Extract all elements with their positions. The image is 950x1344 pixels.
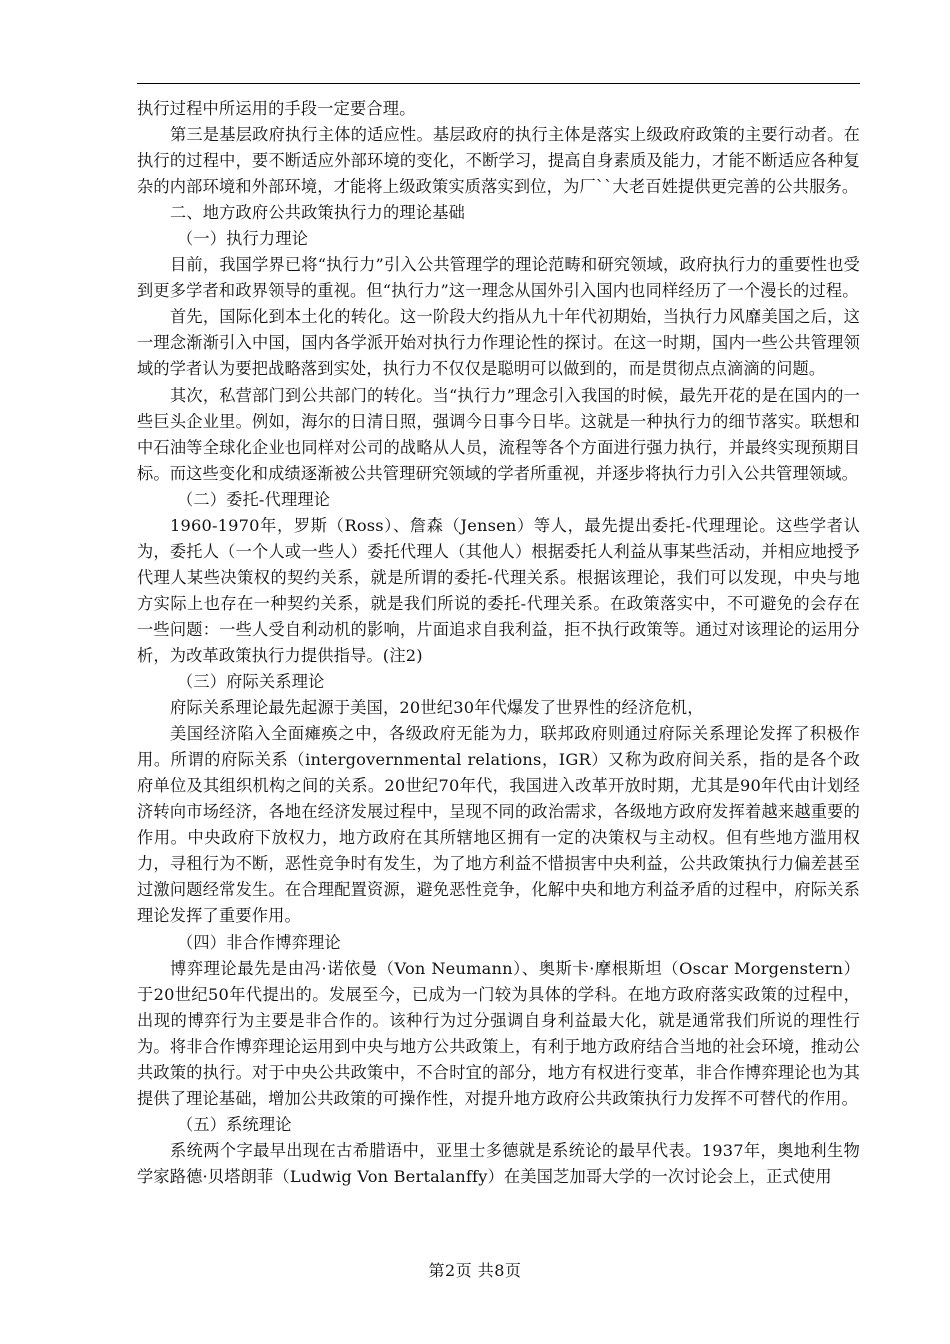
paragraph: 博弈理论最先是由冯·诺依曼（Von Neumann）、奥斯卡·摩根斯坦（Oscar Morgenstern）于20世纪50年代提出的。发展至今，已成为一门较为具体的学科。在地方政府落实政策的过程中，出现的博弈行为主要是非合作的。该种行为过分强调自身利益最大化，就是通常我们所说的理性行为。将非合作博弈理论运用到中央与地方公共政策上，有利于地方政府结合当地的社会环境，推动公共政策的执行。对于中央公共政策中，不合时宜的部分，地方有权进行变革，非合作博弈理论也为其提供了理论基础，增加公共政策的可操作性，对提升地方政府公共政策执行力发挥不可替代的作用。: [137, 958, 860, 1108]
subsection-heading: （四）非合作博弈理论: [177, 932, 341, 952]
header-rule: [137, 83, 860, 84]
subsection-heading: （五）系统理论: [177, 1114, 292, 1134]
paragraph: 美国经济陷入全面瘫痪之中，各级政府无能为力，联邦政府则通过府际关系理论发挥了积极作用。所谓的府际关系（intergovernmental relations，IGR）又称为政府间关系，指的是各个政府单位及其组织机构之间的关系。20世纪70年代，我国进入改革开放时期，尤其是90年代由计划经济转向市场经济，各地在经济发展过程中，呈现不同的政治需求，各级地方政府发挥着越来越重要的作用。中央政府下放权力，地方政府在其所辖地区拥有一定的决策权与主动权。但有些地方滥用权力，寻租行为不断，恶性竞争时有发生，为了地方利益不惜损害中央利益，公共政策执行力偏差甚至过激问题经常发生。在合理配置资源，避免恶性竞争，化解中央和地方利益矛盾的过程中，府际关系理论发挥了重要作用。: [137, 724, 860, 926]
paragraph: 府际关系理论最先起源于美国，20世纪30年代爆发了世界性的经济危机，: [170, 698, 704, 718]
paragraph-continuation: 执行过程中所运用的手段一定要合理。: [137, 99, 416, 118]
paragraph: 目前，我国学界已将“执行力”引入公共管理学的理论范畴和研究领域，政府执行力的重要性也受到更多学者和政界领导的重视。但“执行力”这一理念从国外引入国内也同样经历了一个漫长的过程。: [137, 255, 860, 301]
paragraph: 其次，私营部门到公共部门的转化。当“执行力”理念引入我国的时候，最先开花的是在国内的一些巨头企业里。例如，海尔的日清日照，强调今日事今日毕。这就是一种执行力的细节落实。联想和中石油等全球化企业也同样对公司的战略从人员，流程等各个方面进行强力执行，并最终实现预期目标。而这些变化和成绩逐渐被公共管理研究领域的学者所重视，并逐步将执行力引入公共管理领域。: [137, 385, 860, 483]
paragraph: 首先，国际化到本土化的转化。这一阶段大约指从九十年代初期始，当执行力风靡美国之后，这一理念渐渐引入中国，国内各学派开始对执行力作理论性的探讨。在这一时期，国内一些公共管理领域的学者认为要把战略落到实处，执行力不仅仅是聪明可以做到的，而是贯彻点点滴滴的问题。: [137, 307, 860, 379]
paragraph: 系统两个字最早出现在古希腊语中，亚里士多德就是系统论的最早代表。1937年，奥地利生物学家路德·贝塔朗菲（Ludwig Von Bertalanffy）在美国芝加哥大学的一次讨论会上，正式使用: [137, 1140, 860, 1186]
section-heading: 二、地方政府公共政策执行力的理论基础: [170, 203, 465, 223]
paragraph: 第三是基层政府执行主体的适应性。基层政府的执行主体是落实上级政府政策的主要行动者。在执行的过程中，要不断适应外部环境的变化，不断学习，提高自身素质及能力，才能不断适应各种复杂的内部环境和外部环境，才能将上级政策实质落实到位，为厂``大老百姓提供更完善的公共服务。: [137, 125, 860, 197]
subsection-heading: （一）执行力理论: [177, 229, 309, 249]
page-number-footer: 第2页 共8页: [428, 1261, 522, 1280]
subsection-heading: （三）府际关系理论: [177, 672, 325, 692]
subsection-heading: （二）委托-代理理论: [177, 489, 331, 509]
document-body: [137, 96, 860, 1190]
paragraph: 1960-1970年，罗斯（Ross）、詹森（Jensen）等人，最先提出委托-代理理论。这些学者认为，委托人（一个人或一些人）委托代理人（其他人）根据委托人利益从事某些活动，并相应地授予代理人某些决策权的契约关系，就是所谓的委托-代理关系。根据该理论，我们可以发现，中央与地方实际上也存在一种契约关系，就是我们所说的委托-代理关系。在政策落实中，不可避免的会存在一些问题：一些人受自利动机的影响，片面追求自我利益，拒不执行政策等。通过对该理论的运用分析，为改革政策执行力提供指导。(注2): [137, 515, 860, 665]
